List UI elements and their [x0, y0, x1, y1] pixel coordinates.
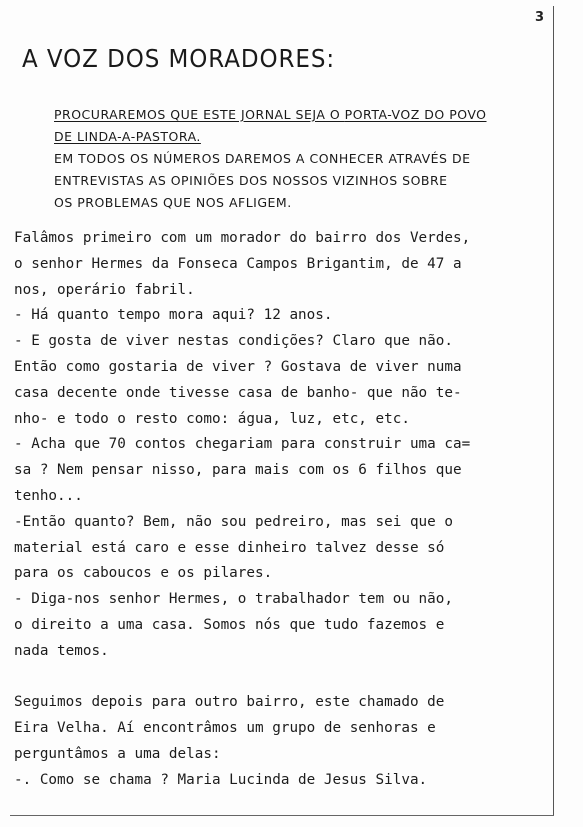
intro-line-2: DE LINDA-A-PASTORA. — [54, 129, 201, 144]
body-line: nada temos. — [14, 642, 109, 659]
body-line: para os caboucos e os pilares. — [14, 565, 273, 582]
body-line: casa decente onde tivesse casa de banho- que não te- — [14, 384, 462, 401]
body-line: nos, operário fabril. — [14, 281, 195, 298]
body-line: Eira Velha. Aí encontrâmos um grupo de senhoras e — [14, 720, 436, 737]
body-line: -. Como se chama ? Maria Lucinda de Jesus Silva. — [14, 771, 428, 788]
body-line: sa ? Nem pensar nisso, para mais com os 6 filhos que — [14, 462, 462, 479]
body-line: o senhor Hermes da Fonseca Campos Brigantim, de 47 a — [14, 255, 462, 272]
page-number: 3 — [535, 10, 545, 25]
body-line: nho- e todo o resto como: água, luz, etc, etc. — [14, 410, 410, 427]
body-line: Falâmos primeiro com um morador do bairro dos Verdes, — [14, 230, 471, 246]
body-line: - Há quanto tempo mora aqui? 12 anos. — [14, 307, 333, 324]
headline: A VOZ DOS MORADORES: — [22, 44, 336, 73]
intro-line-5: OS PROBLEMAS QUE NOS AFLIGEM. — [54, 195, 292, 210]
page-border-right — [553, 6, 554, 816]
body-line: Seguimos depois para outro bairro, este chamado de — [14, 694, 445, 711]
intro-line-1-a: PROCURAREMOS QUE ESTE JORNAL SEJA O — [54, 107, 345, 122]
body-line: o direito a uma casa. Somos nós que tudo fazemos e — [14, 616, 445, 633]
intro-line-3: EM TODOS OS NÚMEROS DAREMOS A CONHECER ATRAVÉS DE — [54, 151, 471, 166]
intro-line-1-b: PORTA-VOZ DO POVO — [344, 107, 487, 122]
body-line: Então como gostaria de viver ? Gostava de viver numa — [14, 358, 462, 375]
intro-line-4: ENTREVISTAS AS OPINIÕES DOS NOSSOS VIZINHOS SOBRE — [54, 173, 448, 188]
body-line: tenho... — [14, 487, 83, 504]
body-line: perguntâmos a uma delas: — [14, 745, 221, 762]
body-line: -Então quanto? Bem, não sou pedreiro, mas sei que o — [14, 513, 453, 530]
body-line: - E gosta de viver nestas condições? Claro que não. — [14, 333, 453, 350]
intro-line-1 — [54, 104, 524, 126]
intro-block — [54, 104, 524, 214]
body-line: - Acha que 70 contos chegariam para construir uma ca= — [14, 436, 471, 453]
body-text — [14, 226, 549, 794]
body-line: - Diga-nos senhor Hermes, o trabalhador tem ou não, — [14, 591, 453, 608]
page-border-bottom — [10, 815, 554, 816]
paragraph-gap — [14, 665, 549, 691]
body-line: material está caro e esse dinheiro talvez desse só — [14, 539, 445, 556]
